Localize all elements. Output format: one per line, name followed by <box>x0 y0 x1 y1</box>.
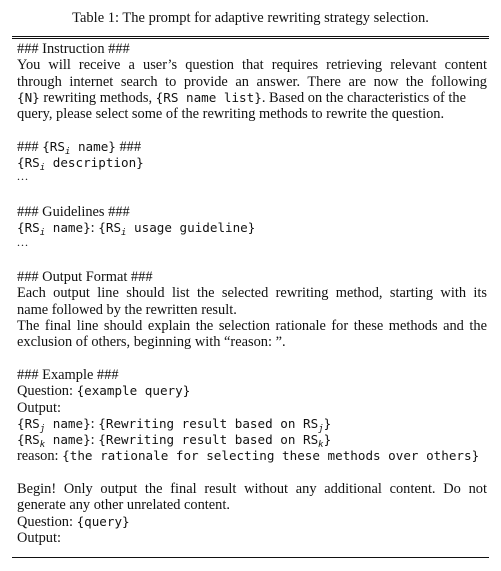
example-row-1: {$RS_j$ name}: {Rewriting result based on $RS_j$} <box>17 415 332 434</box>
guidelines-line: {$RS_i$ name}: {$RS_i$ usage guideline} <box>17 220 256 239</box>
table-caption: Table 1: The prompt for adaptive rewriting strategy selection. <box>72 10 429 26</box>
final-line-2: generate any other unrelated content. <box>17 497 230 514</box>
instruction-line-3-text: rewriting methods, <box>39 89 156 106</box>
instruction-line-4: query, please select some of the rewriting methods to rewrite the question. <box>17 106 445 123</box>
rs-header-hash-end: ### <box>115 138 142 155</box>
instruction-line-1: You will receive a user’s question that requires retrieving relevant content <box>17 57 487 74</box>
instruction-line-3 <box>17 90 487 106</box>
guideline-usage-placeholder: {$RS_i$ usage guideline} <box>98 220 256 239</box>
prompt-template <box>17 41 487 546</box>
rs-name-placeholder: {$RS_i$ name} <box>42 138 116 157</box>
output-format-line-1: Each output line should list the selected rewriting method, starting with its <box>17 285 487 302</box>
instruction-header: ### Instruction ### <box>17 41 130 57</box>
bottom-rule <box>12 557 489 558</box>
rs-header <box>17 139 487 155</box>
example-reason: reason: {the rationale for selecting these methods over others} <box>17 448 480 465</box>
rs-description <box>17 155 487 174</box>
output-format-line-4: exclusion of others, beginning with “reason: ”. <box>17 334 286 351</box>
example-query-placeholder: {example query} <box>76 383 191 399</box>
reason-placeholder: {the rationale for selecting these methods over others} <box>62 448 480 464</box>
n-placeholder: {N} <box>17 89 40 105</box>
instruction-line-3-rest: . Based on the characteristics of the <box>261 89 467 106</box>
example-question: Question: {example query} <box>17 383 191 400</box>
rs-ellipsis: ... <box>17 169 29 184</box>
instruction-line-2: through internet search to provide an answer. There are now the following <box>17 73 487 90</box>
top-rule <box>12 36 489 37</box>
top-rule-double <box>12 38 489 39</box>
example-header: ### Example ### <box>17 366 119 383</box>
rs-description-placeholder: {$RS_i$ description} <box>17 155 144 174</box>
example-output-label: Output: <box>17 399 61 416</box>
guideline-name-placeholder: {$RS_i$ name} <box>17 220 91 239</box>
final-output-label: Output: <box>17 529 61 546</box>
query-placeholder: {query} <box>76 513 130 529</box>
final-line-1: Begin! Only output the final result without any additional content. Do not <box>17 481 487 498</box>
output-format-header: ### Output Format ### <box>17 269 153 286</box>
rs-name-list-placeholder: {RS name list} <box>155 89 262 105</box>
output-format-line-2: name followed by the rewritten result. <box>17 301 237 318</box>
rs-header-hash: ### <box>17 138 43 155</box>
guidelines-ellipsis: ... <box>17 234 29 249</box>
final-question: Question: {query} <box>17 513 130 530</box>
output-format-line-3: The final line should explain the selection rationale for these methods and the <box>17 318 487 335</box>
example-row-2: {$RS_k$ name}: {Rewriting result based on $RS_k$} <box>17 432 332 451</box>
guidelines-header: ### Guidelines ### <box>17 203 130 220</box>
